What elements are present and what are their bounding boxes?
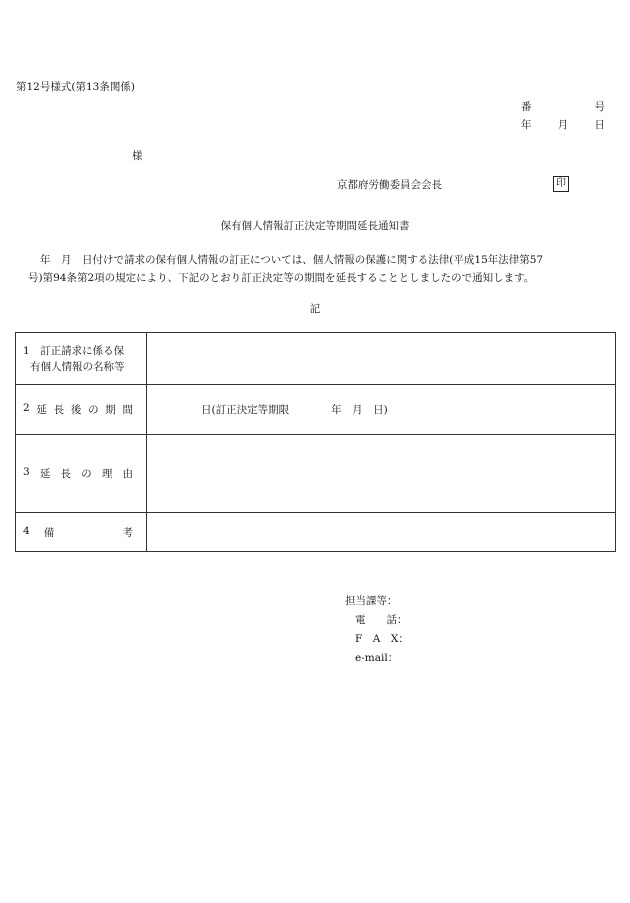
row-label-remarks bbox=[16, 513, 147, 552]
row-label-line: 有個人情報の名称等 bbox=[30, 360, 125, 373]
contact-fax: F A X： bbox=[355, 633, 409, 645]
month-label: 月 bbox=[557, 119, 569, 131]
label-char: 由 bbox=[122, 468, 133, 480]
row-label-reason bbox=[16, 435, 147, 513]
body-line-2: 号)第94条第2項の規定により、下記のとおり訂正決定等の期間を延長することとしましたので通知します。 bbox=[28, 272, 535, 284]
label-char: 考 bbox=[122, 526, 133, 539]
label-char: 長 bbox=[60, 468, 71, 480]
label-char: 理 bbox=[101, 468, 113, 480]
value-cell-reason[interactable] bbox=[147, 435, 616, 513]
table-row bbox=[16, 385, 616, 435]
table-row bbox=[16, 333, 616, 385]
table-row bbox=[16, 513, 616, 552]
label-char: の bbox=[88, 404, 99, 416]
document-number-row bbox=[521, 100, 605, 114]
notice-body bbox=[28, 251, 616, 287]
details-table bbox=[15, 332, 616, 552]
label-char: 備 bbox=[43, 526, 55, 539]
form-number: 第12号様式(第13条関係) bbox=[16, 81, 135, 93]
label-char: 3 bbox=[23, 466, 30, 478]
ki-heading: 記 bbox=[309, 303, 321, 315]
label-char: 延 bbox=[36, 404, 47, 416]
year-label: 年 bbox=[521, 119, 532, 131]
issue-date-row bbox=[521, 118, 605, 132]
number-suffix: 号 bbox=[594, 101, 605, 113]
row-label-extended-period bbox=[16, 385, 147, 435]
contact-email: e-mail： bbox=[355, 652, 399, 664]
contact-section: 担当課等： bbox=[345, 595, 398, 607]
addressee-suffix: 様 bbox=[132, 150, 143, 162]
value-cell-remarks[interactable] bbox=[147, 513, 616, 552]
number-label: 番 bbox=[521, 101, 532, 113]
label-char: 間 bbox=[122, 404, 133, 416]
contact-block bbox=[345, 592, 409, 668]
document-title: 保有個人情報訂正決定等期間延長通知書 bbox=[220, 220, 410, 232]
label-char: 後 bbox=[70, 404, 82, 416]
label-char: 延 bbox=[39, 468, 51, 480]
table-row bbox=[16, 435, 616, 513]
value-cell-info-name[interactable] bbox=[147, 333, 616, 385]
day-label: 日 bbox=[594, 119, 605, 131]
sender-name: 京都府労働委員会会長 bbox=[337, 179, 442, 191]
label-char: 2 bbox=[23, 402, 30, 414]
label-char: の bbox=[81, 468, 92, 480]
row-label-info-name bbox=[16, 333, 147, 385]
contact-phone: 電 話： bbox=[355, 614, 408, 626]
label-char: 長 bbox=[53, 404, 65, 416]
label-char: 期 bbox=[105, 404, 116, 416]
value-cell-extended-period[interactable]: 日(訂正決定等期限 年 月 日) bbox=[147, 385, 616, 435]
seal-mark: 印 bbox=[553, 176, 569, 192]
label-char: 4 bbox=[23, 524, 30, 537]
row-label-line: 1 訂正請求に係る保 bbox=[23, 344, 125, 357]
body-line-1: 年 月 日付けで請求の保有個人情報の訂正については、個人情報の保護に関する法律(平成15年法律第57 bbox=[40, 254, 544, 266]
